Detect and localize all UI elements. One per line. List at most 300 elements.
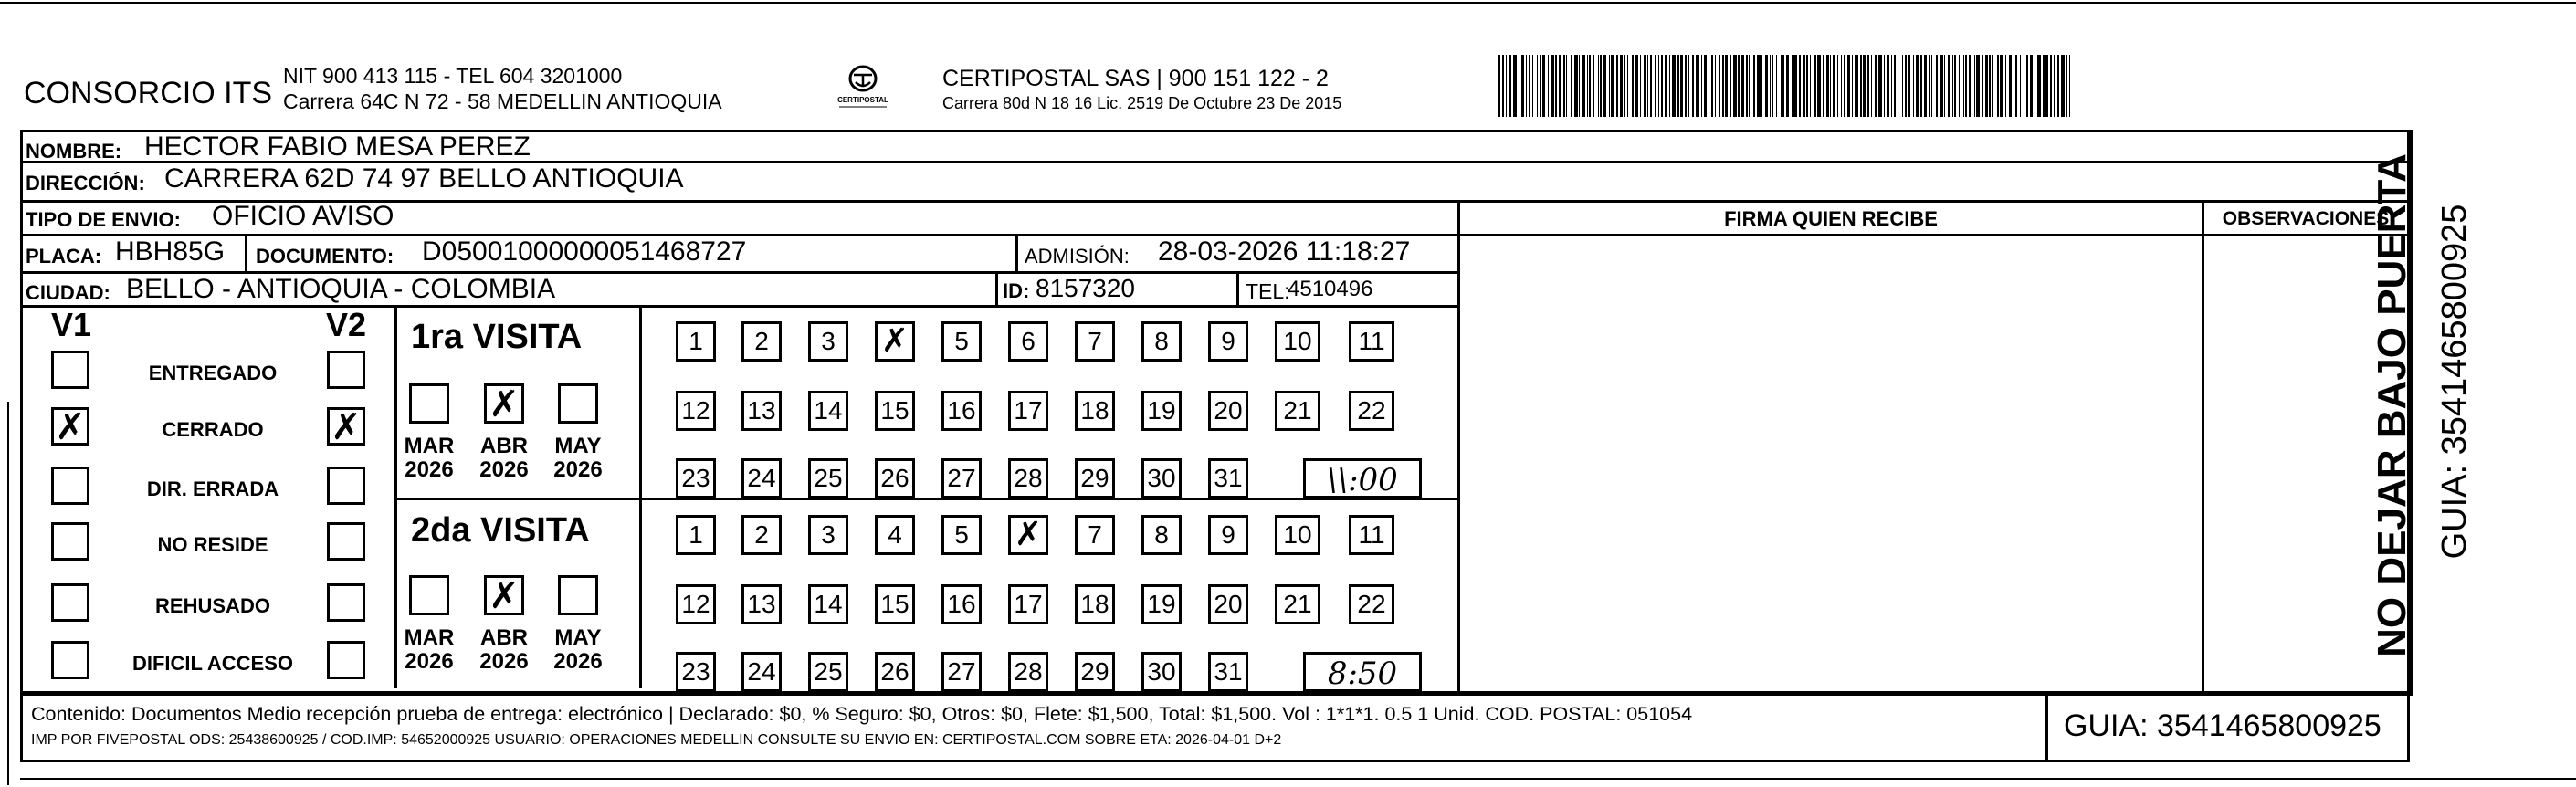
placa-value: HBH85G	[115, 236, 226, 267]
barcode-bar	[1701, 55, 1702, 117]
admision-label: ADMISIÓN:	[1025, 245, 1130, 268]
barcode-bar	[1665, 55, 1667, 117]
year-label: 2026	[553, 457, 603, 482]
v2-checkbox[interactable]	[327, 467, 365, 505]
v1-checkbox[interactable]	[51, 641, 89, 679]
barcode-bar	[1669, 55, 1670, 117]
barcode-bar	[1644, 55, 1646, 117]
day-box[interactable]	[676, 391, 716, 431]
barcode-bar	[1529, 55, 1530, 117]
barcode-bar	[1540, 55, 1541, 117]
barcode-bar	[1817, 55, 1821, 117]
barcode-bar	[1680, 55, 1683, 117]
barcode-bar	[1830, 55, 1831, 117]
v1-checkbox[interactable]	[51, 467, 89, 505]
day-box[interactable]	[1008, 321, 1048, 362]
barcode-bar	[1963, 55, 1964, 117]
day-box[interactable]	[741, 321, 782, 362]
barcode-bar	[1902, 55, 1903, 117]
day-number: 11	[1358, 520, 1385, 549]
svg-text:CERTIPOSTAL: CERTIPOSTAL	[837, 96, 888, 104]
barcode-bar	[1989, 55, 1991, 117]
day-box[interactable]	[1075, 515, 1115, 555]
barcode-bar	[1997, 55, 1999, 117]
day-box[interactable]	[1349, 321, 1394, 362]
v2-checkbox[interactable]	[327, 522, 365, 561]
day-number: 19	[1147, 396, 1176, 425]
day-box[interactable]	[941, 458, 982, 498]
month-label: MAR	[404, 434, 455, 458]
day-number: 10	[1283, 520, 1312, 549]
day-number: 13	[747, 396, 776, 425]
status-option-label: DIFICIL ACCESO	[131, 652, 293, 675]
day-box[interactable]	[808, 652, 848, 692]
barcode-bar	[1598, 55, 1599, 117]
time-box[interactable]	[1303, 458, 1422, 498]
barcode-bar	[1587, 55, 1588, 117]
barcode-bar	[1905, 55, 1907, 117]
barcode-bar	[2050, 55, 2052, 117]
barcode-bar	[1620, 55, 1623, 117]
day-number: 29	[1080, 657, 1109, 686]
barcode-bar	[2030, 55, 2033, 117]
barcode-bar	[1655, 55, 1656, 117]
v2-label: V2	[326, 306, 367, 343]
barcode-bar	[1871, 55, 1872, 117]
footer-line-2: IMP POR FIVEPOSTAL ODS: 25438600925 / COD.IMP: 54652000925 USUARIO: OPERACIONES MEDELLIN CONSULTE SU ENVIO EN: CERTIPOSTAL.COM SOBRE ETA: 2026-04-01 D+2	[31, 732, 1282, 748]
barcode-bar	[1761, 55, 1762, 117]
month-label: MAR	[404, 625, 455, 650]
barcode-bar	[2015, 55, 2017, 117]
day-box[interactable]	[875, 321, 915, 362]
barcode-bar	[1855, 55, 1858, 117]
barcode-bar	[1974, 55, 1975, 117]
barcode-bar	[1593, 55, 1594, 117]
day-box[interactable]	[875, 391, 915, 431]
day-box[interactable]	[1141, 321, 1182, 362]
barcode-bar	[1548, 55, 1549, 117]
barcode-bar	[1571, 55, 1572, 117]
scan-edge-bottom	[20, 778, 2576, 780]
ciudad-label: CIUDAD:	[26, 281, 110, 304]
day-number: 8	[1154, 520, 1169, 549]
day-box[interactable]	[1075, 321, 1115, 362]
scan-edge-top	[0, 2, 2576, 4]
month-label: MAY	[554, 434, 602, 458]
barcode-bar	[1647, 55, 1648, 117]
day-number: 17	[1014, 590, 1043, 618]
barcode-bar	[1929, 55, 1930, 117]
barcode-bar	[1844, 55, 1845, 117]
signature-header: FIRMA QUIEN RECIBE	[1724, 207, 1938, 230]
placa-label: PLACA:	[26, 245, 102, 268]
carrier-info-2: Carrera 80d N 18 16 Lic. 2519 De Octubre 23 De 2015	[942, 94, 1342, 112]
barcode-bar	[1920, 55, 1922, 117]
handwritten-day-mark: ✗	[1014, 516, 1043, 553]
id-value: 8157320	[1036, 274, 1136, 302]
observations-col-left	[2202, 200, 2204, 696]
day-box[interactable]	[1141, 458, 1182, 498]
handwritten-time: \\:00	[1327, 462, 1398, 498]
day-number: 23	[681, 657, 710, 686]
barcode-bar	[1965, 55, 1967, 117]
barcode-bar	[1887, 55, 1889, 117]
day-number: 21	[1283, 590, 1312, 618]
barcode-bar	[1650, 55, 1652, 117]
v1-checkbox[interactable]	[51, 407, 89, 446]
day-box[interactable]	[676, 458, 716, 498]
barcode-bar	[1513, 55, 1517, 117]
barcode-bar	[1894, 55, 1896, 117]
v2-checkbox[interactable]	[327, 641, 365, 679]
day-box[interactable]	[1008, 391, 1048, 431]
day-number: 12	[681, 396, 710, 425]
day-box[interactable]	[676, 584, 716, 624]
day-number: 10	[1283, 327, 1312, 355]
company-info-1: NIT 900 413 115 - TEL 604 3201000	[283, 64, 623, 88]
day-box[interactable]	[1141, 652, 1182, 692]
barcode-bar	[1913, 55, 1914, 117]
day-number: 13	[747, 590, 776, 618]
barcode-bar	[2054, 55, 2055, 117]
barcode-bar	[1563, 55, 1565, 117]
observations-header: OBSERVACIONES	[2222, 208, 2390, 229]
day-box[interactable]	[808, 391, 848, 431]
barcode-bar	[1782, 55, 1784, 117]
barcode-bar	[2009, 55, 2012, 117]
barcode-bar	[1916, 55, 1919, 117]
barcode-bar	[1498, 55, 1500, 117]
day-box[interactable]	[941, 652, 982, 692]
year-label: 2026	[553, 649, 603, 674]
barcode-bar	[1867, 55, 1869, 117]
day-number: 16	[947, 590, 976, 618]
day-number: 27	[947, 657, 976, 686]
day-number: 15	[880, 396, 909, 425]
barcode-bar	[1833, 55, 1835, 117]
barcode-bar	[1878, 55, 1882, 117]
barcode-bar	[1719, 55, 1720, 117]
year-label: 2026	[479, 457, 529, 482]
day-box[interactable]	[1008, 652, 1048, 692]
side-guia: GUIA: 3541465800925	[2435, 204, 2474, 560]
day-number: 28	[1014, 464, 1043, 492]
barcode-bar	[1992, 55, 1993, 117]
barcode-bar	[1969, 55, 1971, 117]
day-number: 23	[681, 464, 710, 492]
handwritten-check-mark: ✗	[55, 406, 86, 448]
day-number: 1	[689, 327, 703, 355]
v1-checkbox[interactable]	[51, 351, 89, 389]
barcode-bar	[1502, 55, 1504, 117]
barcode-bar	[1940, 55, 1943, 117]
handwritten-check-mark: ✗	[331, 406, 362, 448]
barcode-bar	[1875, 55, 1877, 117]
barcode-bar	[1976, 55, 1980, 117]
barcode-bar	[2005, 55, 2006, 117]
day-box[interactable]	[808, 515, 848, 555]
day-box[interactable]	[676, 515, 716, 555]
footer-box	[20, 691, 2410, 762]
barcode-bar	[2037, 55, 2041, 117]
barcode-bar	[1959, 55, 1960, 117]
carrier-info-1: CERTIPOSTAL SAS | 900 151 122 - 2	[942, 66, 1329, 91]
day-box[interactable]	[1008, 458, 1048, 498]
barcode-bar	[1799, 55, 1801, 117]
v2-checkbox[interactable]	[327, 351, 365, 389]
barcode-bar	[1566, 55, 1567, 117]
barcode-bar	[1555, 55, 1557, 117]
day-number: 4	[888, 520, 902, 549]
status-option-label: REHUSADO	[155, 594, 270, 617]
barcode-bar	[1936, 55, 1938, 117]
day-box[interactable]	[1208, 652, 1248, 692]
day-box[interactable]	[676, 321, 716, 362]
v2-checkbox[interactable]	[327, 407, 365, 446]
tel-value: 4510496	[1288, 277, 1373, 301]
day-box[interactable]	[875, 458, 915, 498]
barcode-bar	[2043, 55, 2045, 117]
month-checkbox[interactable]	[484, 575, 524, 615]
placa-divider	[245, 234, 247, 271]
v1-label: V1	[51, 306, 92, 343]
barcode-bar	[1551, 55, 1554, 117]
barcode-bar	[1847, 55, 1850, 117]
barcode-bar	[1793, 55, 1797, 117]
barcode-bar	[1635, 55, 1638, 117]
day-box[interactable]	[941, 584, 982, 624]
barcode-bar	[1532, 55, 1533, 117]
barcode-bar	[1685, 55, 1687, 117]
barcode-bar	[1806, 55, 1808, 117]
day-number: 14	[814, 396, 843, 425]
day-number: 22	[1357, 590, 1386, 618]
day-number: 12	[681, 590, 710, 618]
day-box[interactable]	[1141, 515, 1182, 555]
barcode-bar	[1982, 55, 1983, 117]
barcode-bar	[1837, 55, 1838, 117]
barcode-bar	[1603, 55, 1606, 117]
day-box[interactable]	[741, 458, 782, 498]
barcode-bar	[2026, 55, 2028, 117]
day-box[interactable]	[941, 515, 982, 555]
day-box[interactable]	[1275, 584, 1320, 624]
barcode-bar	[1770, 55, 1771, 117]
barcode-bar	[1677, 55, 1679, 117]
day-box[interactable]	[1275, 321, 1320, 362]
day-box[interactable]	[1075, 391, 1115, 431]
barcode-bar	[1776, 55, 1777, 117]
day-number: 20	[1214, 396, 1243, 425]
day-number: 24	[747, 657, 776, 686]
barcode-bar	[1781, 55, 1782, 117]
barcode-bar	[1884, 55, 1885, 117]
day-box[interactable]	[1208, 391, 1248, 431]
day-box[interactable]	[741, 584, 782, 624]
month-label: MAY	[554, 625, 602, 650]
day-number: 18	[1080, 396, 1109, 425]
barcode-bar	[1696, 55, 1699, 117]
day-number: 15	[880, 590, 909, 618]
barcode-bar	[1931, 55, 1932, 117]
day-number: 9	[1221, 520, 1235, 549]
day-number: 17	[1014, 396, 1043, 425]
documento-value: D05001000000051468727	[422, 236, 747, 267]
admision-divider	[1015, 234, 1018, 271]
day-box[interactable]	[1008, 515, 1048, 555]
barcode-bar	[1749, 55, 1750, 117]
barcode-bar	[1672, 55, 1676, 117]
barcode-bar	[1810, 55, 1811, 117]
day-number: 29	[1080, 464, 1109, 492]
day-number: 27	[947, 464, 976, 492]
month-checkbox[interactable]	[409, 575, 449, 615]
barcode-bar	[1537, 55, 1538, 117]
year-label: 2026	[479, 649, 529, 674]
visit-title-divider	[639, 305, 642, 688]
barcode-bar	[1738, 55, 1740, 117]
barcode-bar	[1948, 55, 1950, 117]
day-number: 30	[1147, 657, 1176, 686]
barcode-bar	[1722, 55, 1724, 117]
day-box[interactable]	[1275, 515, 1320, 555]
day-box[interactable]	[1208, 321, 1248, 362]
side-warning: NO DEJAR BAJO PUERTA	[2370, 153, 2414, 657]
day-number: 5	[954, 327, 969, 355]
day-number: 5	[954, 520, 969, 549]
day-box[interactable]	[1349, 584, 1394, 624]
direccion-label: DIRECCIÓN:	[26, 172, 145, 194]
barcode-bar	[1616, 55, 1618, 117]
day-box[interactable]	[1075, 584, 1115, 624]
day-box[interactable]	[808, 584, 848, 624]
day-number: 9	[1221, 327, 1235, 355]
barcode-bar	[2061, 55, 2065, 117]
row-line-5	[20, 305, 1457, 308]
day-box[interactable]	[941, 321, 982, 362]
day-number: 21	[1283, 396, 1312, 425]
barcode-bar	[1823, 55, 1824, 117]
month-checkbox[interactable]	[558, 383, 598, 424]
day-number: 11	[1358, 327, 1385, 355]
day-box[interactable]	[1208, 515, 1248, 555]
month-checkbox[interactable]	[484, 383, 524, 424]
barcode-bar	[2069, 55, 2070, 117]
status-option-label: CERRADO	[162, 418, 264, 441]
day-box[interactable]	[875, 652, 915, 692]
day-box[interactable]	[1141, 584, 1182, 624]
barcode-bar	[1609, 55, 1610, 117]
day-box[interactable]	[808, 321, 848, 362]
day-number: 8	[1154, 327, 1169, 355]
barcode-bar	[1624, 55, 1625, 117]
tipo-value: OFICIO AVISO	[212, 201, 394, 231]
day-box[interactable]	[1208, 458, 1248, 498]
barcode-bar	[1611, 55, 1614, 117]
month-checkbox[interactable]	[409, 383, 449, 424]
barcode-bar	[1704, 55, 1707, 117]
tel-label: TEL:	[1246, 279, 1290, 303]
day-box[interactable]	[1349, 391, 1394, 431]
barcode-bar	[1753, 55, 1755, 117]
barcode-bar	[1741, 55, 1744, 117]
barcode	[1498, 55, 2070, 117]
handwritten-check-mark: ✗	[489, 575, 520, 617]
handwritten-time: 8:50	[1327, 656, 1398, 692]
day-number: 18	[1080, 590, 1109, 618]
barcode-bar	[2066, 55, 2067, 117]
visit1-title: 1ra VISITA	[411, 318, 583, 356]
day-box[interactable]	[1008, 584, 1048, 624]
day-number: 1	[689, 520, 703, 549]
day-number: 6	[1021, 327, 1036, 355]
barcode-bar	[1765, 55, 1768, 117]
day-box[interactable]	[676, 652, 716, 692]
day-box[interactable]	[875, 584, 915, 624]
month-checkbox[interactable]	[558, 575, 598, 615]
barcode-bar	[1852, 55, 1853, 117]
scan-edge-left	[7, 402, 9, 785]
barcode-bar	[1559, 55, 1561, 117]
day-box[interactable]	[1275, 391, 1320, 431]
day-box[interactable]	[1141, 391, 1182, 431]
day-box[interactable]	[1208, 584, 1248, 624]
barcode-bar	[1891, 55, 1892, 117]
day-box[interactable]	[941, 391, 982, 431]
footer-guia: GUIA: 3541465800925	[2064, 708, 2381, 743]
v1-checkbox[interactable]	[51, 583, 89, 622]
barcode-bar	[1688, 55, 1689, 117]
barcode-bar	[1924, 55, 1927, 117]
day-box[interactable]	[1075, 652, 1115, 692]
barcode-bar	[1954, 55, 1956, 117]
day-box[interactable]	[741, 391, 782, 431]
tel-divider	[1236, 271, 1239, 305]
v1-checkbox[interactable]	[51, 522, 89, 561]
visit-separator	[394, 498, 1457, 500]
barcode-bar	[1944, 55, 1945, 117]
day-number: 3	[821, 520, 836, 549]
barcode-bar	[1658, 55, 1659, 117]
v2-checkbox[interactable]	[327, 583, 365, 622]
day-box[interactable]	[875, 515, 915, 555]
day-box[interactable]	[1075, 458, 1115, 498]
barcode-bar	[1526, 55, 1527, 117]
signature-col-left	[1457, 200, 1460, 696]
day-box[interactable]	[1349, 515, 1394, 555]
barcode-bar	[1640, 55, 1641, 117]
day-number: 26	[880, 657, 909, 686]
barcode-bar	[1908, 55, 1910, 117]
day-box[interactable]	[741, 652, 782, 692]
footer-guia-divider	[2045, 691, 2048, 762]
day-box[interactable]	[808, 458, 848, 498]
barcode-bar	[1661, 55, 1663, 117]
barcode-bar	[1579, 55, 1580, 117]
barcode-bar	[1600, 55, 1602, 117]
barcode-bar	[1725, 55, 1728, 117]
day-number: 31	[1214, 464, 1243, 492]
month-label: ABR	[480, 625, 528, 650]
day-number: 26	[880, 464, 909, 492]
day-number: 24	[747, 464, 776, 492]
time-box[interactable]	[1303, 652, 1422, 692]
status-option-label: NO RESIDE	[157, 533, 268, 556]
day-number: 14	[814, 590, 843, 618]
nombre-label: NOMBRE:	[26, 140, 122, 163]
day-box[interactable]	[741, 515, 782, 555]
day-number: 2	[754, 520, 769, 549]
